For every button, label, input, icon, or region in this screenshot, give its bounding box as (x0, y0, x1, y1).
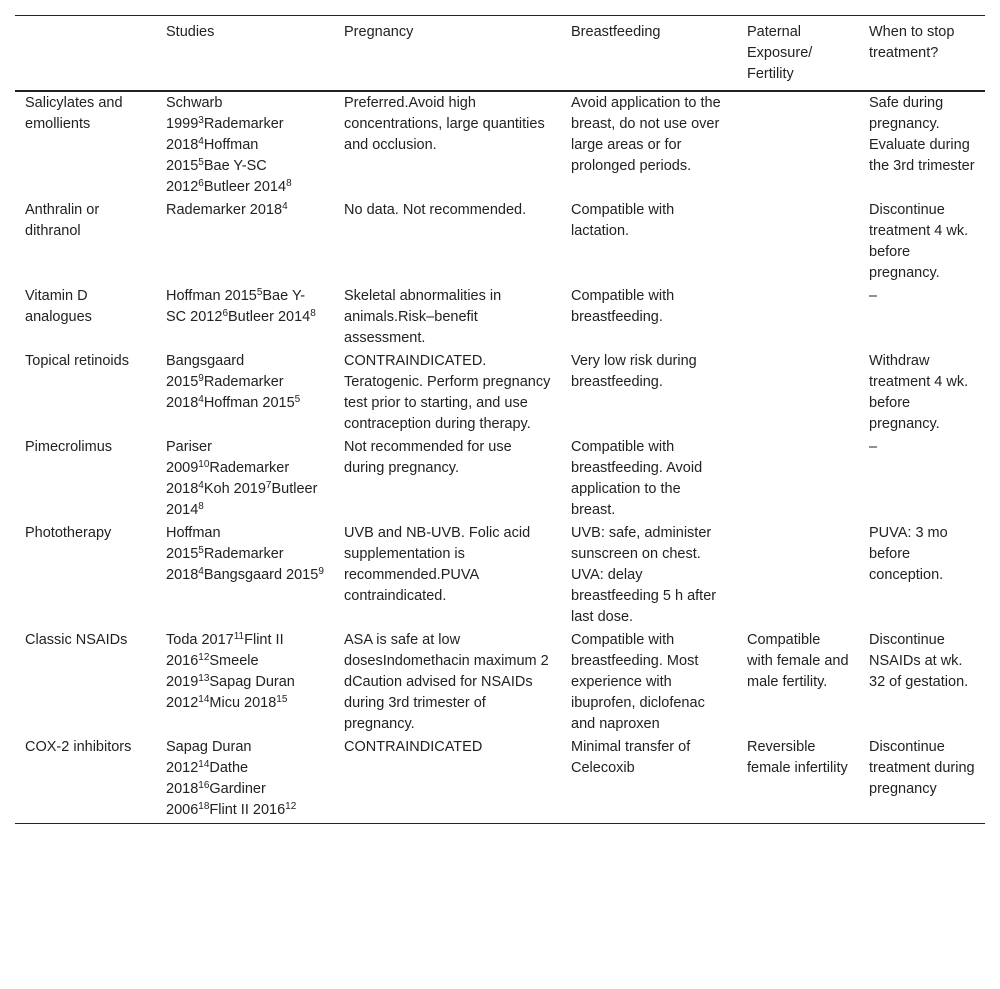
reference-number: 9 (318, 566, 324, 577)
reference-number: 12 (198, 652, 210, 663)
paternal-cell (737, 522, 859, 629)
reference-number: 5 (256, 287, 263, 298)
header-drug (15, 16, 156, 92)
study-author: Hoffman 2015 (166, 525, 221, 562)
reference-number: 14 (198, 759, 210, 770)
reference-number: 4 (198, 394, 204, 405)
reference-number: 10 (198, 459, 210, 470)
reference-number: 6 (198, 178, 204, 189)
breastfeeding-cell: Compatible with breastfeeding. Most experience with ibuprofen, diclofenac and naproxen (571, 632, 705, 732)
stop-treatment-cell: – (869, 288, 878, 304)
stop-treatment-cell: Withdraw treatment 4 wk. before pregnancy. (869, 353, 969, 432)
breastfeeding-cell: UVB: safe, administer sunscreen on chest. UVA: delay breastfeeding 5 h after last dose. (571, 525, 717, 625)
reference-number: 8 (310, 308, 316, 319)
study-author: Bae Y-SC 2012 (166, 288, 306, 325)
drug-safety-table (15, 15, 985, 824)
study-author: Smeele 2019 (166, 653, 259, 690)
study-author: Rademarker 2018 (166, 546, 284, 583)
reference-number: 11 (233, 631, 245, 642)
stop-treatment-cell: Discontinue NSAIDs at wk. 32 of gestation. (869, 632, 969, 690)
studies-cell (156, 199, 334, 285)
pregnancy-cell: CONTRAINDICATED (344, 739, 483, 755)
study-author: Micu 2018 (209, 695, 277, 711)
breastfeeding-cell: Avoid application to the breast, do not use over large areas or for prolonged periods. (571, 95, 721, 174)
studies-cell (156, 629, 334, 736)
reference-number: 4 (198, 566, 204, 577)
reference-number: 6 (222, 308, 228, 319)
drug-cell: Salicylates and emollients (25, 95, 123, 132)
drug-cell: Classic NSAIDs (25, 632, 128, 648)
breastfeeding-cell: Minimal transfer of Celecoxib (571, 739, 691, 776)
paternal-cell: Compatible with female and male fertility. (747, 632, 849, 690)
study-author: Sapag Duran 2012 (166, 674, 295, 711)
table-row (15, 436, 985, 522)
reference-number: 5 (198, 545, 204, 556)
study-author: Rademarker 2018 (166, 374, 284, 411)
table-row (15, 285, 985, 350)
reference-number: 15 (276, 694, 288, 705)
study-author: Gardiner 2006 (166, 781, 266, 818)
reference-number: 3 (198, 115, 204, 126)
paternal-cell (737, 436, 859, 522)
pregnancy-cell: ASA is safe at low dosesIndomethacin maximum 2 dCaution advised for NSAIDs during 3rd trimester of pregnancy. (344, 632, 549, 732)
study-author: Pariser 2009 (166, 439, 212, 476)
table-row (15, 91, 985, 199)
stop-treatment-cell: PUVA: 3 mo before conception. (869, 525, 948, 583)
study-author: Butleer 2014 (166, 481, 318, 518)
reference-number: 5 (294, 394, 301, 405)
paternal-cell (737, 350, 859, 436)
reference-number: 12 (285, 801, 297, 812)
paternal-cell: Reversible female infertility (747, 739, 848, 776)
table-row (15, 350, 985, 436)
studies-cell (156, 285, 334, 350)
reference-number: 18 (198, 801, 210, 812)
table-row (15, 199, 985, 285)
reference-number: 4 (198, 136, 204, 147)
study-author: Hoffman 2015 (166, 288, 257, 304)
study-author: Hoffman 2015 (203, 395, 295, 411)
header-row (15, 16, 985, 92)
drug-cell: COX-2 inhibitors (25, 739, 132, 755)
paternal-cell (737, 91, 859, 199)
pregnancy-cell: UVB and NB-UVB. Folic acid supplementation is recommended.PUVA contraindicated. (344, 525, 531, 604)
paternal-cell (737, 199, 859, 285)
reference-number: 14 (198, 694, 210, 705)
study-author: Flint II 2016 (209, 802, 286, 818)
study-author: Rademarker 2018 (166, 460, 290, 497)
drug-cell: Anthralin or dithranol (25, 202, 100, 239)
stop-treatment-cell: Discontinue treatment during pregnancy (869, 739, 975, 797)
reference-number: 4 (198, 480, 204, 491)
reference-number: 4 (282, 201, 288, 212)
study-author: Flint II 2016 (166, 632, 284, 669)
pregnancy-cell: No data. Not recommended. (344, 202, 527, 218)
pregnancy-cell: CONTRAINDICATED. Teratogenic. Perform pregnancy test prior to starting, and use contraception during therapy. (344, 353, 551, 432)
reference-number: 8 (198, 501, 204, 512)
studies-cell (156, 522, 334, 629)
stop-treatment-cell: Discontinue treatment 4 wk. before pregnancy. (869, 202, 969, 281)
breastfeeding-cell: Compatible with breastfeeding. Avoid application to the breast. (571, 439, 703, 518)
pregnancy-cell: Not recommended for use during pregnancy. (344, 439, 512, 476)
study-author: Rademarker 2018 (166, 116, 284, 153)
header-pregnancy: Pregnancy (344, 24, 414, 40)
study-author: Hoffman 2015 (166, 137, 259, 174)
reference-number: 9 (198, 373, 204, 384)
drug-cell: Pimecrolimus (25, 439, 113, 455)
breastfeeding-cell: Compatible with breastfeeding. (571, 288, 675, 325)
header-studies: Studies (166, 24, 215, 40)
studies-cell (156, 91, 334, 199)
header-paternal-exposure-fertility: Paternal Exposure/ Fertility (747, 24, 813, 82)
study-author: Bangsgaard 2015 (166, 353, 245, 390)
study-author: Schwarb 1999 (166, 95, 223, 132)
study-author: Sapag Duran 2012 (166, 739, 252, 776)
header-when-to-stop: When to stop treatment? (869, 24, 955, 61)
reference-number: 5 (198, 157, 204, 168)
stop-treatment-cell: Safe during pregnancy. Evaluate during the 3rd trimester (869, 95, 975, 174)
table-header (15, 16, 985, 92)
studies-cell (156, 736, 334, 824)
table-row (15, 629, 985, 736)
studies-cell (156, 350, 334, 436)
study-author: Bangsgaard 2015 (203, 567, 319, 583)
drug-cell: Phototherapy (25, 525, 112, 541)
drug-cell: Vitamin D analogues (25, 288, 92, 325)
study-author: Toda 2017 (166, 632, 234, 648)
table-row (15, 522, 985, 629)
reference-number: 16 (198, 780, 210, 791)
reference-number: 7 (265, 480, 272, 491)
reference-number: 13 (198, 673, 210, 684)
header-breastfeeding: Breastfeeding (571, 24, 661, 40)
study-author: Dathe 2018 (166, 760, 249, 797)
paternal-cell (737, 285, 859, 350)
study-author: Rademarker 2018 (166, 202, 283, 218)
stop-treatment-cell: – (869, 439, 878, 455)
study-author: Butleer 2014 (203, 179, 287, 195)
breastfeeding-cell: Compatible with lactation. (571, 202, 675, 239)
pregnancy-cell: Skeletal abnormalities in animals.Risk–benefit assessment. (344, 288, 502, 346)
study-author: Butleer 2014 (228, 309, 311, 325)
breastfeeding-cell: Very low risk during breastfeeding. (571, 353, 697, 390)
studies-cell (156, 436, 334, 522)
pregnancy-cell: Preferred.Avoid high concentrations, large quantities and occlusion. (344, 95, 545, 153)
drug-cell: Topical retinoids (25, 353, 129, 369)
table-row (15, 736, 985, 824)
study-author: Bae Y-SC 2012 (166, 158, 267, 195)
study-author: Koh 2019 (203, 481, 266, 497)
reference-number: 8 (286, 178, 292, 189)
table-body (15, 91, 985, 824)
